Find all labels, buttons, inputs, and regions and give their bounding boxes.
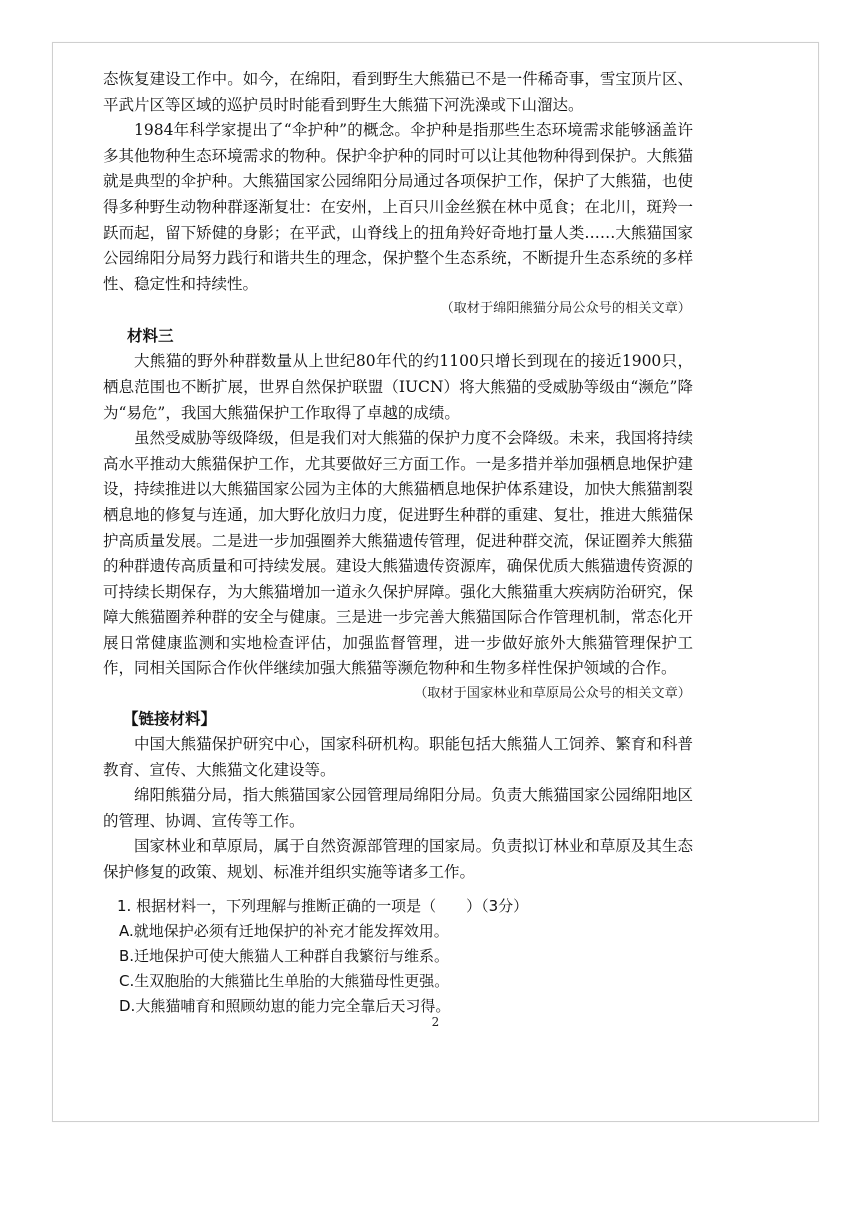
question-1-stem: 1. 根据材料一，下列理解与推断正确的一项是（ ）（3分） [117, 896, 529, 915]
material-3-paragraph-2: 虽然受威胁等级降级，但是我们对大熊猫的保护力度不会降级。未来，我国将持续高水平推动大熊猫保护工作，尤其要做好三方面工作。一是多措并举加强栖息地保护建设，持续推进以大熊猫国家公园为主体的大熊猫栖息地保护体系建设，加快大熊猫割裂栖息地的修复与连通，加大野化放归力度，促进野生种群的重建、复壮，推进大熊猫保护高质量发展。二是进一步加强圈养大熊猫遗传管理，促进种群交流，保证圈养大熊猫的种群遗传高质量和可持续发展。建设大熊猫遗传资源库，确保优质大熊猫遗传资源的可持续长期保存，为大熊猫增加一道永久保护屏障。强化大熊猫重大疾病防治研究，保障大熊猫圈养种群的安全与健康。三是进一步完善大熊猫国际合作管理机制，常态化开展日常健康监测和实地检查评估，加强监督管理，进一步做好旅外大熊猫管理保护工作，同相关国际合作伙伴继续加强大熊猫等濒危物种和生物多样性保护领域的合作。 [103, 429, 693, 678]
link-material-paragraph-1: 中国大熊猫保护研究中心，国家科研机构。职能包括大熊猫人工饲养、繁育和科普教育、宣传、大熊猫文化建设等。 [103, 735, 693, 779]
question-1-option-c: C.生双胞胎的大熊猫比生单胎的大熊猫母性更强。 [119, 971, 450, 990]
source-citation-1: （取材于绵阳熊猫分局公众号的相关文章） [440, 301, 691, 317]
question-1-option-a: A.就地保护必须有迁地保护的补充才能发挥效用。 [119, 921, 449, 940]
material-3-heading: 材料三 [127, 327, 174, 346]
question-1-option-b: B.迁地保护可使大熊猫人工种群自我繁衍与维系。 [119, 946, 450, 965]
paragraph-continued: 态恢复建设工作中。如今，在绵阳，看到野生大熊猫已不是一件稀奇事，雪宝顶片区、平武片区等区域的巡护员时时能看到野生大熊猫下河洗澡或下山溜达。 [103, 70, 693, 114]
link-material-paragraph-2: 绵阳熊猫分局，指大熊猫国家公园管理局绵阳分局。负责大熊猫国家公园绵阳地区的管理、协调、宣传等工作。 [103, 786, 693, 830]
page-number: 2 [431, 1015, 440, 1029]
material-3-paragraph-1: 大熊猫的野外种群数量从上世纪80年代的约1100只增长到现在的接近1900只，栖息范围也不断扩展，世界自然保护联盟（IUCN）将大熊猫的受威胁等级由“濒危”降为“易危”，我国大熊猫保护工作取得了卓越的成绩。 [103, 352, 693, 422]
link-material-heading: 【链接材料】 [123, 709, 217, 729]
paragraph-umbrella-species: 1984年科学家提出了“伞护种”的概念。伞护种是指那些生态环境需求能够涵盖许多其他物种生态环境需求的物种。保护伞护种的同时可以让其他物种得到保护。大熊猫就是典型的伞护种。大熊猫国家公园绵阳分局通过各项保护工作，保护了大熊猫，也使得多种野生动物种群逐渐复壮：在安州，上百只川金丝猴在林中觅食；在北川，斑羚一跃而起，留下矫健的身影；在平武，山脊线上的扭角羚好奇地打量人类……大熊猫国家公园绵阳分局努力践行和谐共生的理念，保护整个生态系统，不断提升生态系统的多样性、稳定性和持续性。 [103, 121, 693, 293]
page-content [103, 67, 693, 1019]
document-page [52, 42, 819, 1122]
link-material-paragraph-3: 国家林业和草原局，属于自然资源部管理的国家局。负责拟订林业和草原及其生态保护修复的政策、规划、标准并组织实施等诸多工作。 [103, 837, 693, 882]
source-citation-2: （取材于国家林业和草原局公众号的相关文章） [414, 686, 691, 702]
question-1-option-d: D.大熊猫哺育和照顾幼崽的能力完全靠后天习得。 [119, 996, 451, 1015]
